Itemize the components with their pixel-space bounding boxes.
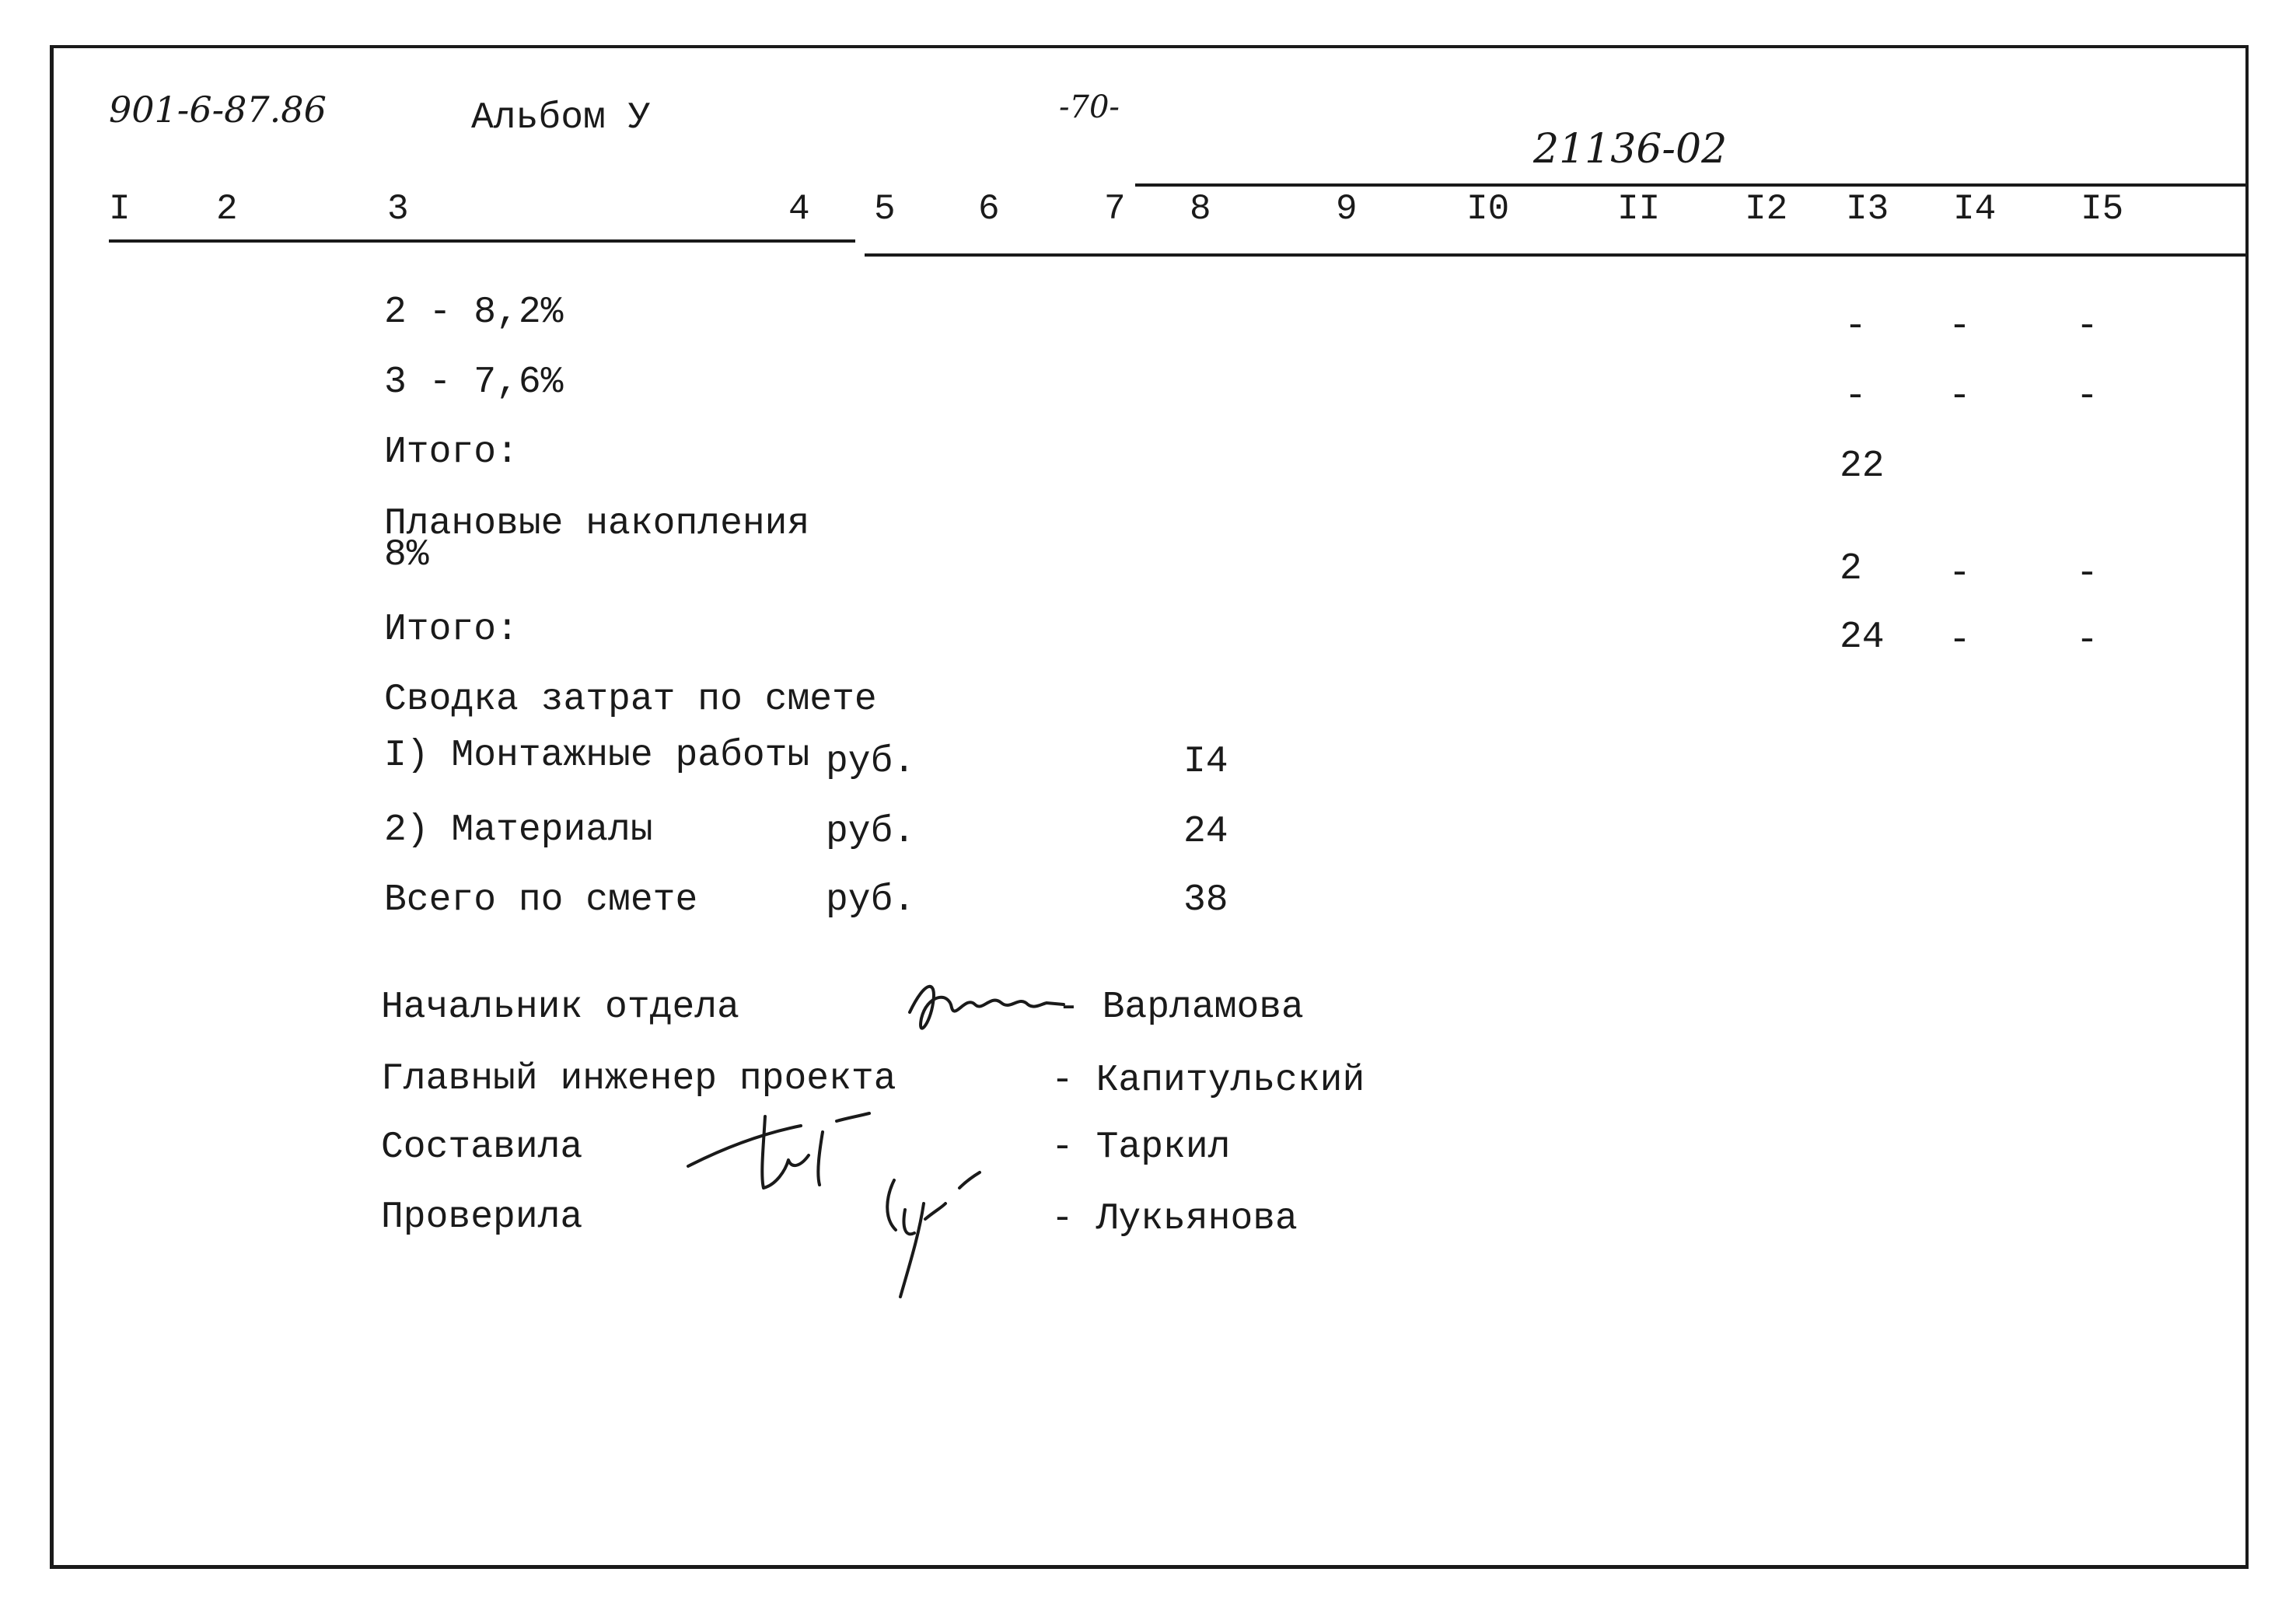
handwritten-signature: [684, 1104, 886, 1205]
signature-name: - Лукьянова: [1051, 1198, 1298, 1240]
column-number: I3: [1846, 189, 1889, 229]
row-text: Плановые накопления: [384, 503, 810, 545]
row-text-continued: 8%: [384, 534, 429, 576]
column-number: 2: [216, 189, 238, 229]
row-text: Итого:: [384, 431, 519, 473]
summary-item-unit: руб.: [826, 879, 916, 921]
column-number: 8: [1190, 189, 1211, 229]
column-rule-right: [865, 253, 2249, 257]
signature-role: Начальник отдела: [381, 987, 739, 1029]
cell-col13: 24: [1840, 617, 1885, 659]
column-number: I2: [1745, 189, 1788, 229]
column-number: II: [1617, 189, 1661, 229]
document-code: 21136-02: [1533, 126, 1728, 173]
row-text: 2 - 8,2%: [384, 292, 564, 334]
summary-item-label: I) Монтажные работы: [384, 735, 810, 777]
summary-item-value: 38: [1183, 879, 1228, 921]
series-code: 901-6-87.86: [109, 89, 327, 131]
signature-role: Составила: [381, 1127, 583, 1169]
page-number: -70-: [1059, 89, 1120, 125]
header-rule: [1135, 183, 2249, 187]
page-frame: [50, 45, 2249, 1569]
summary-item-value: I4: [1183, 741, 1228, 783]
signature-role: Проверила: [381, 1197, 583, 1238]
row-text: Итого:: [384, 609, 519, 651]
column-number: 4: [788, 189, 810, 229]
cell-col13: 2: [1840, 548, 1862, 590]
column-number: I5: [2081, 189, 2124, 229]
cell-col13: -: [1844, 306, 1867, 348]
signature-name: - Варламова: [1057, 987, 1304, 1029]
column-number: I: [109, 189, 131, 229]
cell-col15: -: [2076, 620, 2099, 662]
summary-item-label: Всего по смете: [384, 879, 698, 921]
signature-role: Главный инженер проекта: [381, 1058, 896, 1100]
summary-item-unit: руб.: [826, 811, 916, 853]
summary-item-value: 24: [1183, 811, 1228, 853]
cell-col13: 22: [1840, 445, 1885, 487]
summary-item-label: 2) Материалы: [384, 809, 653, 851]
summary-title: Сводка затрат по смете: [384, 679, 877, 721]
column-rule-left: [109, 239, 855, 243]
cell-col15: -: [2076, 306, 2099, 348]
cell-col14: -: [1948, 620, 1971, 662]
column-number: 7: [1104, 189, 1126, 229]
summary-item-unit: руб.: [826, 741, 916, 783]
signature-name: - Капитульский: [1051, 1060, 1365, 1102]
handwritten-signature: [879, 1165, 1019, 1305]
cell-col15: -: [2076, 376, 2099, 417]
column-number: 3: [387, 189, 409, 229]
cell-col14: -: [1948, 306, 1971, 348]
album-label: Альбом У: [471, 97, 651, 139]
row-text: 3 - 7,6%: [384, 362, 564, 403]
cell-col14: -: [1948, 376, 1971, 417]
cell-col15: -: [2076, 553, 2099, 595]
cell-col13: -: [1844, 376, 1867, 417]
cell-col14: -: [1948, 553, 1971, 595]
column-number: I4: [1953, 189, 1997, 229]
column-number: I0: [1466, 189, 1510, 229]
handwritten-signature: [894, 964, 1065, 1050]
column-number: 9: [1336, 189, 1358, 229]
signature-name: - Таркил: [1051, 1127, 1231, 1169]
column-number: 5: [874, 189, 896, 229]
column-number: 6: [978, 189, 1000, 229]
